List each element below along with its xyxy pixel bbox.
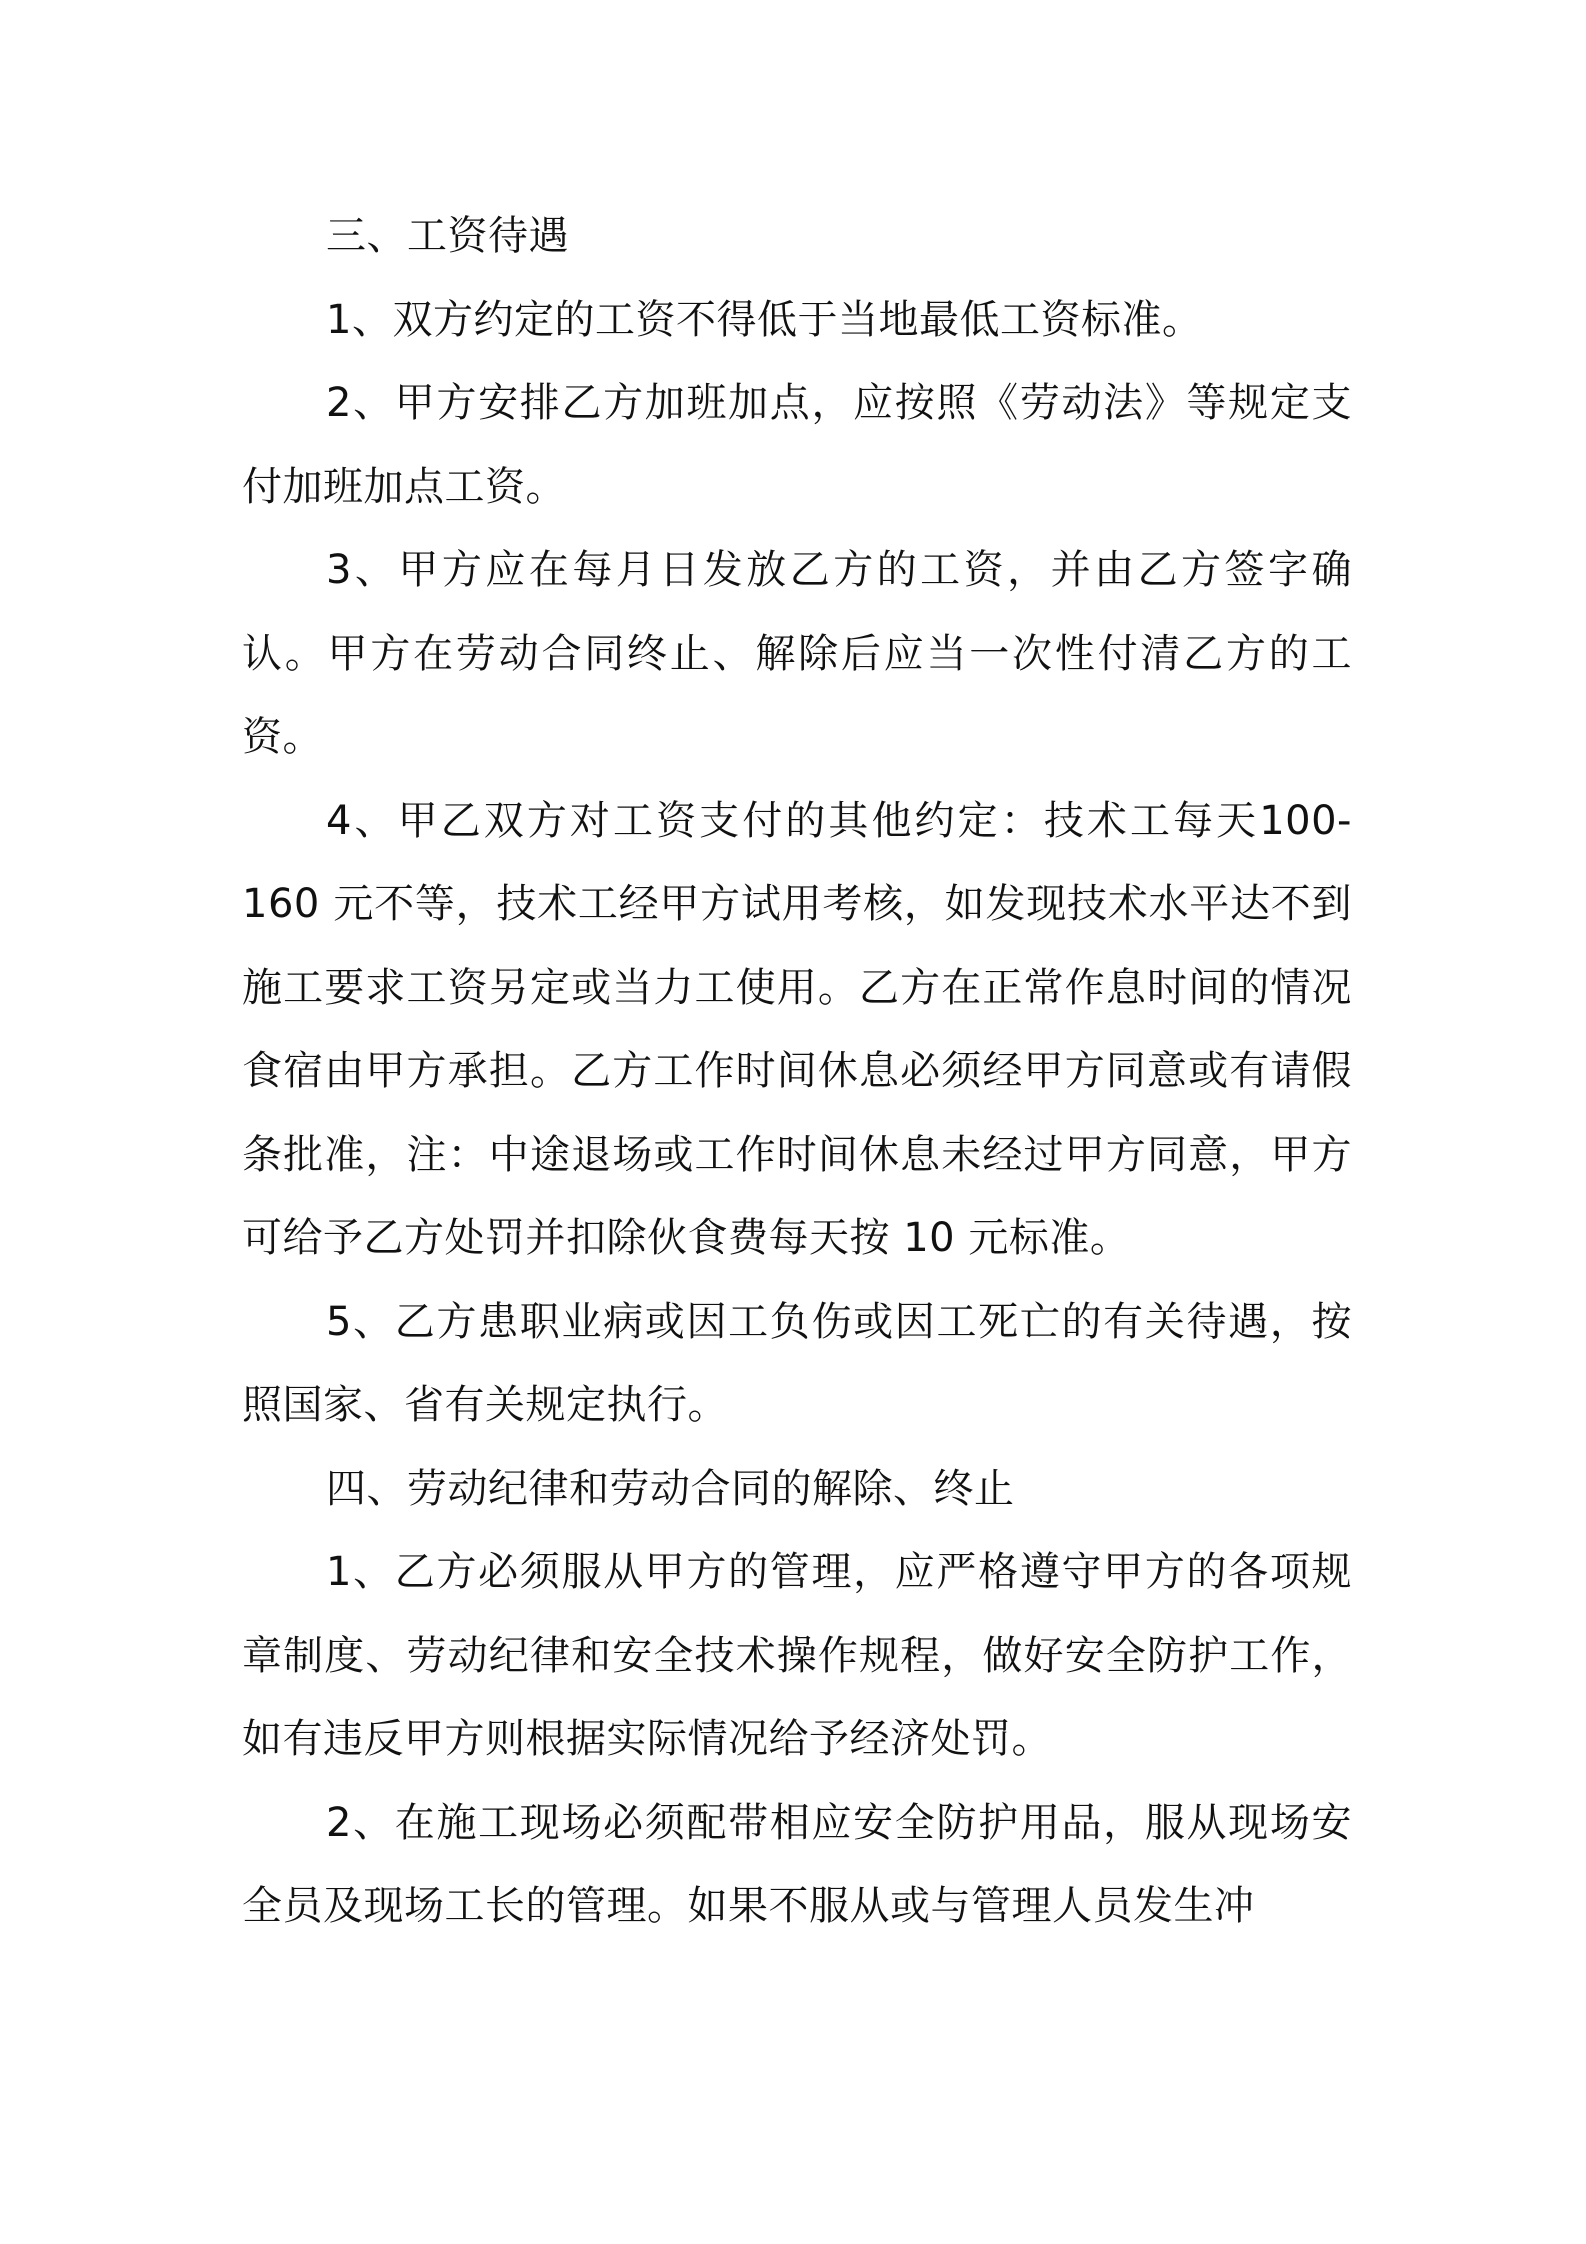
wages-clause-2: 2、甲方安排乙方加班加点，应按照《劳动法》等规定支付加班加点工资。 xyxy=(242,380,1352,510)
section-heading-wages: 三、工资待遇 xyxy=(326,213,569,259)
wages-clause-4: 4、甲乙双方对工资支付的其他约定：技术工每天100-160 元不等，技术工经甲方试用考核，如发现技术水平达不到施工要求工资另定或当力工使用。乙方在正常作息时间的情况食宿由甲方承担。乙方工作时间休息必须经甲方同意或有请假条批准，注：中途退场或工作时间休息未经过甲方同意，甲方可给予乙方处罚并扣除伙食费每天按 10 元标准。 xyxy=(242,797,1352,1261)
document-body xyxy=(242,195,1352,1949)
wages-clause-5: 5、乙方患职业病或因工负伤或因工死亡的有关待遇，按照国家、省有关规定执行。 xyxy=(242,1298,1352,1428)
wages-clause-1: 1、双方约定的工资不得低于当地最低工资标准。 xyxy=(326,296,1203,343)
section-heading-discipline: 四、劳动纪律和劳动合同的解除、终止 xyxy=(326,1465,1015,1512)
discipline-clause-1: 1、乙方必须服从甲方的管理，应严格遵守甲方的各项规章制度、劳动纪律和安全技术操作规程，做好安全防护工作，如有违反甲方则根据实际情况给予经济处罚。 xyxy=(242,1549,1352,1762)
discipline-clause-2: 2、在施工现场必须配带相应安全防护用品，服从现场安全员及现场工长的管理。如果不服从或与管理人员发生冲 xyxy=(242,1799,1352,1929)
wages-clause-3: 3、甲方应在每月日发放乙方的工资，并由乙方签字确认。甲方在劳动合同终止、解除后应当一次性付清乙方的工资。 xyxy=(242,547,1352,760)
